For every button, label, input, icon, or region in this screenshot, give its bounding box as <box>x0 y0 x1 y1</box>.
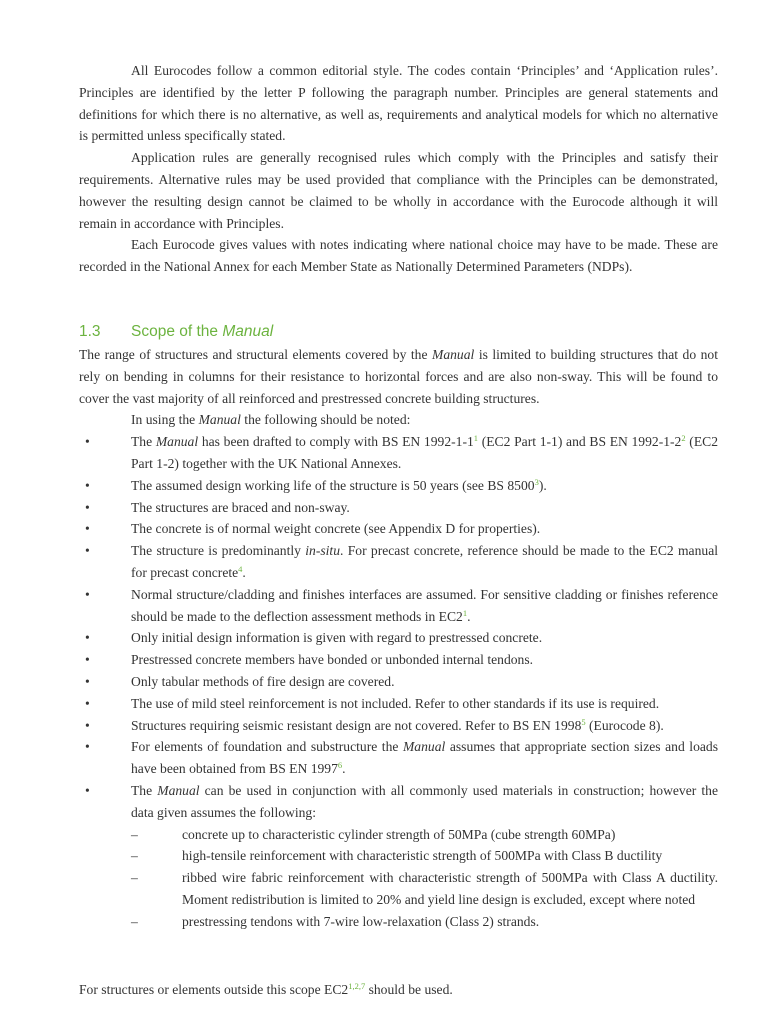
sublist-item: – high-tensile reinforcement with characteristic strength of 500MPa with Class B ductility <box>79 845 718 867</box>
bullet-marker: • <box>85 673 90 689</box>
list-item: • Prestressed concrete members have bonded or unbonded internal tendons. <box>79 649 718 671</box>
list-item: • The assumed design working life of the structure is 50 years (see BS 8500$^3$). <box>79 475 718 497</box>
reference-marker: 4 <box>238 563 243 574</box>
section-number: 1.3 <box>79 323 101 340</box>
dash-marker: – <box>131 826 138 842</box>
scope-paragraph: The range of structures and structural elements covered by the Manual is limited to building structures that do not rely on bending in columns for their resistance to horizontal forces and are also non-sway. This will be found to cover the vast majority of all reinforced and prestressed concrete building structures. <box>79 347 718 406</box>
sublist-item: – concrete up to characteristic cylinder strength of 50MPa (cube strength 60MPa) <box>79 824 718 846</box>
sublist-item: – prestressing tendons with 7-wire low-relaxation (Class 2) strands. <box>79 911 718 933</box>
list-item: • The Manual can be used in conjunction with all commonly used materials in construction; however the data given assumes the following: – concrete up to characteristic cylinder strength of 50MPa (cube strength 60MPa) – high-tensile reinforcement with characteristic strength of 500MPa with Class B ductility – ribbed wire fabric reinforcement with characteristic strength of 500MPa with Class A ductility. Moment redistribution is limited to 20% and yield line design is excluded, except where noted – prestressing tendons with 7-wire low-relaxation (Class 2) strands. <box>79 780 718 933</box>
reference-marker: 1 <box>462 607 468 618</box>
scope-section <box>79 344 718 933</box>
bullet-marker: • <box>85 739 90 755</box>
list-item: • Normal structure/cladding and finishes interfaces are assumed. For sensitive cladding or finishes reference should be made to the deflection assessment methods in $EC2^1$. <box>79 584 718 628</box>
sublist-item: – ribbed wire fabric reinforcement with characteristic strength of 500MPa with Class A ductility. Moment redistribution is limited to 20% and yield line design is excluded, except where noted <box>79 867 718 911</box>
dash-marker: – <box>131 870 138 886</box>
scope-notes-intro: In using the Manual the following should be noted: <box>131 412 411 428</box>
intro-paragraph-application-rules: Application rules are generally recognised rules which comply with the Principles and satisfy their requirements. Alternative rules may be used provided that compliance with the Principles can be demonstrated, however the resulting design cannot be claimed to be wholly in accordance with the Eurocode although it will remain in accordance with Principles. <box>79 150 718 231</box>
intro-paragraph-ndps: Each Eurocode gives values with notes indicating where national choice may have to be made. These are recorded in the National Annex for each Member State as Nationally Determined Parameters (NDPs). <box>79 237 718 275</box>
bullet-marker: • <box>85 477 90 493</box>
bullet-marker: • <box>85 695 90 711</box>
bullet-marker: • <box>85 586 90 602</box>
closing-paragraph: For structures or elements outside this scope EC2$^{1,2,7}$ should be used. <box>79 981 453 997</box>
dash-marker: – <box>131 913 138 929</box>
reference-marker: 3 <box>534 476 539 487</box>
reference-marker: 1 <box>473 433 479 444</box>
intro-section <box>79 60 718 278</box>
list-item: • The structure is predominantly in-situ. For precast concrete, reference should be made to the EC2 manual for precast concrete$^4$. <box>79 540 718 584</box>
list-item: • The concrete is of normal weight concrete (see Appendix D for properties). <box>79 518 718 540</box>
materials-sublist <box>79 824 718 933</box>
dash-marker: – <box>131 848 138 864</box>
bullet-marker: • <box>85 434 90 450</box>
scope-bullet-list <box>79 431 718 932</box>
list-item: • For elements of foundation and substructure the Manual assumes that appropriate section sizes and loads have been obtained from BS EN 1997$^6$. <box>79 736 718 780</box>
section-heading <box>79 321 273 343</box>
list-item: • Structures requiring seismic resistant design are not covered. Refer to BS EN 1998$^5$ (Eurocode 8). <box>79 715 718 737</box>
bullet-marker: • <box>85 717 90 733</box>
list-item: • The structures are braced and non-sway. <box>79 497 718 519</box>
list-item: • Only initial design information is given with regard to prestressed concrete. <box>79 627 718 649</box>
bullet-marker: • <box>85 782 90 798</box>
bullet-marker: • <box>85 652 90 668</box>
list-item: • Only tabular methods of fire design are covered. <box>79 671 718 693</box>
section-title-italic: Manual <box>222 323 274 340</box>
reference-marker: 6 <box>337 760 343 771</box>
list-item: • The use of mild steel reinforcement is not included. Refer to other standards if its use is required. <box>79 693 718 715</box>
section-title: Scope of the <box>131 323 223 340</box>
bullet-marker: • <box>85 630 90 646</box>
list-item: • The Manual has been drafted to comply with BS EN $1992-1-1^1$ (EC2 Part 1-1) and BS EN $1992-1-2^2$ (EC2 Part 1-2) together with the UK National Annexes. <box>85 433 718 471</box>
reference-marker: 1,2,7 <box>348 981 366 991</box>
intro-paragraph-principles: All Eurocodes follow a common editorial style. The codes contain ‘Principles’ and ‘Application rules’. Principles are identified by the letter P following the paragraph number. Principles are general statements and definitions for which there is no alternative, as well as, requirements and analytical models for which no alternative is permitted unless specifically stated. <box>79 63 718 144</box>
bullet-marker: • <box>85 521 90 537</box>
bullet-marker: • <box>85 543 90 559</box>
reference-marker: 2 <box>681 433 686 444</box>
reference-marker: 5 <box>581 716 586 727</box>
bullet-marker: • <box>85 499 90 515</box>
